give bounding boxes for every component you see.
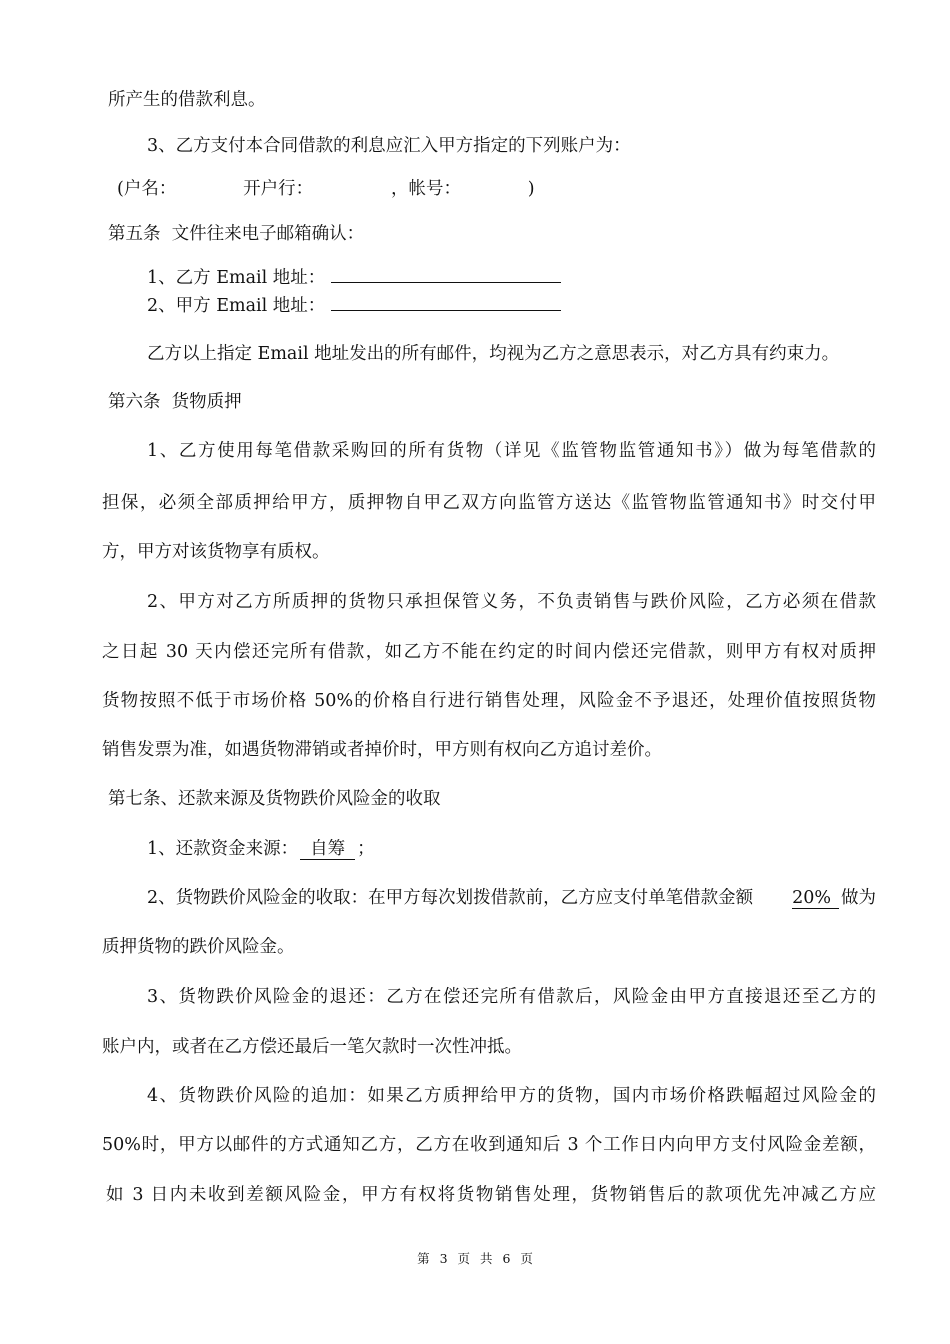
paragraph-line: 销售发票为准，如遇货物滞销或者掉价时，甲方则有权向乙方追讨差价。 xyxy=(102,740,662,760)
paragraph-line: 质押货物的跌价风险金。 xyxy=(102,937,295,957)
paragraph-line: 如 3 日内未收到差额风险金，甲方有权将货物销售处理，货物销售后的款项优先冲减乙方应 xyxy=(106,1185,876,1205)
repayment-source-label: 1、还款资金来源： xyxy=(147,839,299,859)
email-blank-party-b xyxy=(331,264,561,283)
email-row-party-b xyxy=(147,264,561,290)
paragraph-line: 4、货物跌价风险的追加：如果乙方质押给甲方的货物，国内市场价格跌幅超过风险金的 xyxy=(147,1086,876,1106)
section-heading-5: 第五条 文件往来电子邮箱确认： xyxy=(108,224,365,244)
risk-fund-text: 2、货物跌价风险金的收取：在甲方每次划拨借款前，乙方应支付单笔借款金额 xyxy=(147,888,754,908)
paragraph-line: 所产生的借款利息。 xyxy=(108,90,266,110)
paragraph-line: 方，甲方对该货物享有质权。 xyxy=(102,542,330,562)
repayment-source-value: 自筹 xyxy=(300,839,355,860)
paragraph-line: 3、货物跌价风险金的退还：乙方在偿还完所有借款后，风险金由甲方直接退还至乙方的 xyxy=(147,987,876,1007)
email-label-party-b: 1、乙方 Email 地址： xyxy=(147,268,326,288)
page-number-footer: 第 3 页 共 6 页 xyxy=(417,1251,533,1266)
paragraph-line: 乙方以上指定 Email 地址发出的所有邮件，均视为乙方之意思表示，对乙方具有约束力。 xyxy=(147,344,840,364)
paragraph-line: 货物按照不低于市场价格 50%的价格自行进行销售处理，风险金不予退还，处理价值按照货物 xyxy=(102,691,876,711)
email-blank-party-a xyxy=(331,292,561,311)
paragraph-line: 1、乙方使用每笔借款采购回的所有货物（详见《监管物监管通知书》）做为每笔借款的 xyxy=(147,441,876,461)
repayment-source-end: ； xyxy=(357,839,375,859)
account-info-line: (户名： 开户行： ，帐号： ) xyxy=(117,179,535,199)
email-row-party-a xyxy=(147,292,561,318)
email-label-party-a: 2、甲方 Email 地址： xyxy=(147,296,326,316)
risk-fund-text-end: 做为 xyxy=(841,888,876,908)
paragraph-line: 担保，必须全部质押给甲方，质押物自甲乙双方向监管方送达《监管物监管通知书》时交付甲 xyxy=(102,493,876,513)
risk-fund-percent: 20% xyxy=(792,888,839,909)
paragraph-line: 账户内，或者在乙方偿还最后一笔欠款时一次性冲抵。 xyxy=(102,1037,522,1057)
risk-fund-line xyxy=(147,886,876,910)
paragraph-line: 2、甲方对乙方所质押的货物只承担保管义务，不负责销售与跌价风险，乙方必须在借款 xyxy=(147,592,876,612)
paragraph-line: 3、乙方支付本合同借款的利息应汇入甲方指定的下列账户为： xyxy=(147,136,631,156)
section-heading-6: 第六条 货物质押 xyxy=(108,392,242,412)
repayment-source-line xyxy=(147,837,375,861)
paragraph-line: 之日起 30 天内偿还完所有借款，如乙方不能在约定的时间内偿还完借款，则甲方有权对质押 xyxy=(102,642,876,662)
paragraph-line: 50%时，甲方以邮件的方式通知乙方，乙方在收到通知后 3 个工作日内向甲方支付风险金差额， xyxy=(102,1135,876,1155)
section-heading-7: 第七条、还款来源及货物跌价风险金的收取 xyxy=(108,789,441,809)
